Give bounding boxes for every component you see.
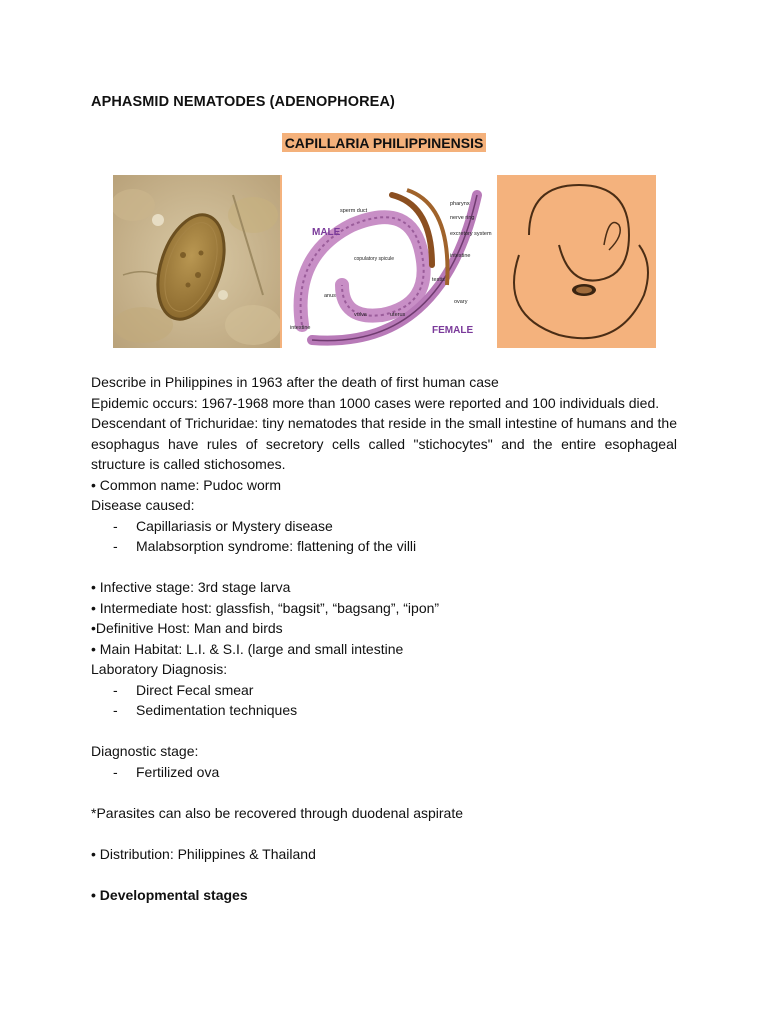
spacer [91, 721, 677, 742]
developmental-stages-heading: • Developmental stages [91, 886, 248, 903]
label-ovary: ovary [454, 299, 468, 305]
list-item: - Malabsorption syndrome: flattening of the villi [91, 536, 677, 557]
main-habitat-line: • Main Habitat: L.I. & S.I. (large and small intestine [91, 640, 404, 657]
label-pharynx: pharynx [450, 201, 470, 207]
label-intestine-left: intestine [290, 325, 311, 331]
distribution-line: • Distribution: Philippines & Thailand [91, 845, 316, 862]
infective-stage-line: • Infective stage: 3rd stage larva [91, 579, 291, 595]
diagnostic-stage-list [91, 762, 677, 783]
label-nerve-ring: nerve ring [450, 215, 475, 221]
document-heading: APHASMID NEMATODES (ADENOPHOREA) [91, 94, 395, 110]
egg-micrograph [113, 175, 280, 348]
label-vulva: vulva [354, 312, 367, 318]
spacer [91, 782, 677, 803]
list-item: - Sedimentation techniques [91, 700, 677, 721]
worm-outline-image [499, 175, 656, 348]
list-item: - Capillariasis or Mystery disease [91, 516, 677, 537]
paragraph-discovery: Describe in Philippines in 1963 after the death of first human case [91, 374, 499, 390]
definitive-host-line: •Definitive Host: Man and birds [91, 620, 283, 636]
disease-caused-label: Disease caused: [91, 497, 195, 513]
paragraph-epidemic: Epidemic occurs: 1967-1968 more than 1000 cases were reported and 100 individuals died. [91, 394, 660, 411]
label-testis: testis [432, 277, 445, 283]
label-male: MALE [312, 227, 341, 238]
lab-diagnosis-list [91, 680, 677, 721]
label-excretory-system: excretory system [450, 231, 492, 237]
label-anus: anus [324, 293, 336, 299]
subheading-row [0, 133, 768, 153]
common-name-line: • Common name: Pudoc worm [91, 476, 282, 493]
paragraph-descendant: Descendant of Trichuridae: tiny nematodes that reside in the small intestine of humans and the esophagus have rules of secretory cells called "stichocytes" and the entire esophageal structure is called stichosomes. [91, 415, 678, 472]
figure-panel [113, 175, 656, 348]
lab-diagnosis-label: Laboratory Diagnosis: [91, 661, 228, 677]
label-sperm-duct: sperm duct [340, 208, 368, 214]
label-intestine-right: intestine [450, 253, 471, 259]
spacer [91, 557, 677, 578]
highlighted-subheading: CAPILLARIA PHILIPPINENSIS [282, 133, 487, 152]
diagnostic-stage-label: Diagnostic stage: [91, 743, 199, 759]
list-item: - Direct Fecal smear [91, 680, 677, 701]
list-item: - Fertilized ova [91, 762, 677, 783]
document-body [91, 372, 677, 905]
label-uterus: uterus [390, 312, 406, 318]
worm-diagram [282, 175, 497, 348]
spacer [91, 823, 677, 844]
egg-micrograph-image [113, 175, 280, 348]
label-female: FEMALE [432, 325, 474, 336]
worm-diagram-image [282, 175, 497, 348]
worm-outline-drawing [499, 175, 656, 348]
intermediate-host-line: • Intermediate host: glassfish, “bagsit”, “bagsang”, “ipon” [91, 599, 440, 616]
label-copulatory-spicule: copulatory spicule [354, 256, 395, 262]
spacer [91, 864, 677, 885]
disease-list [91, 516, 677, 557]
duodenal-aspirate-note: *Parasites can also be recovered through duodenal aspirate [91, 804, 464, 821]
